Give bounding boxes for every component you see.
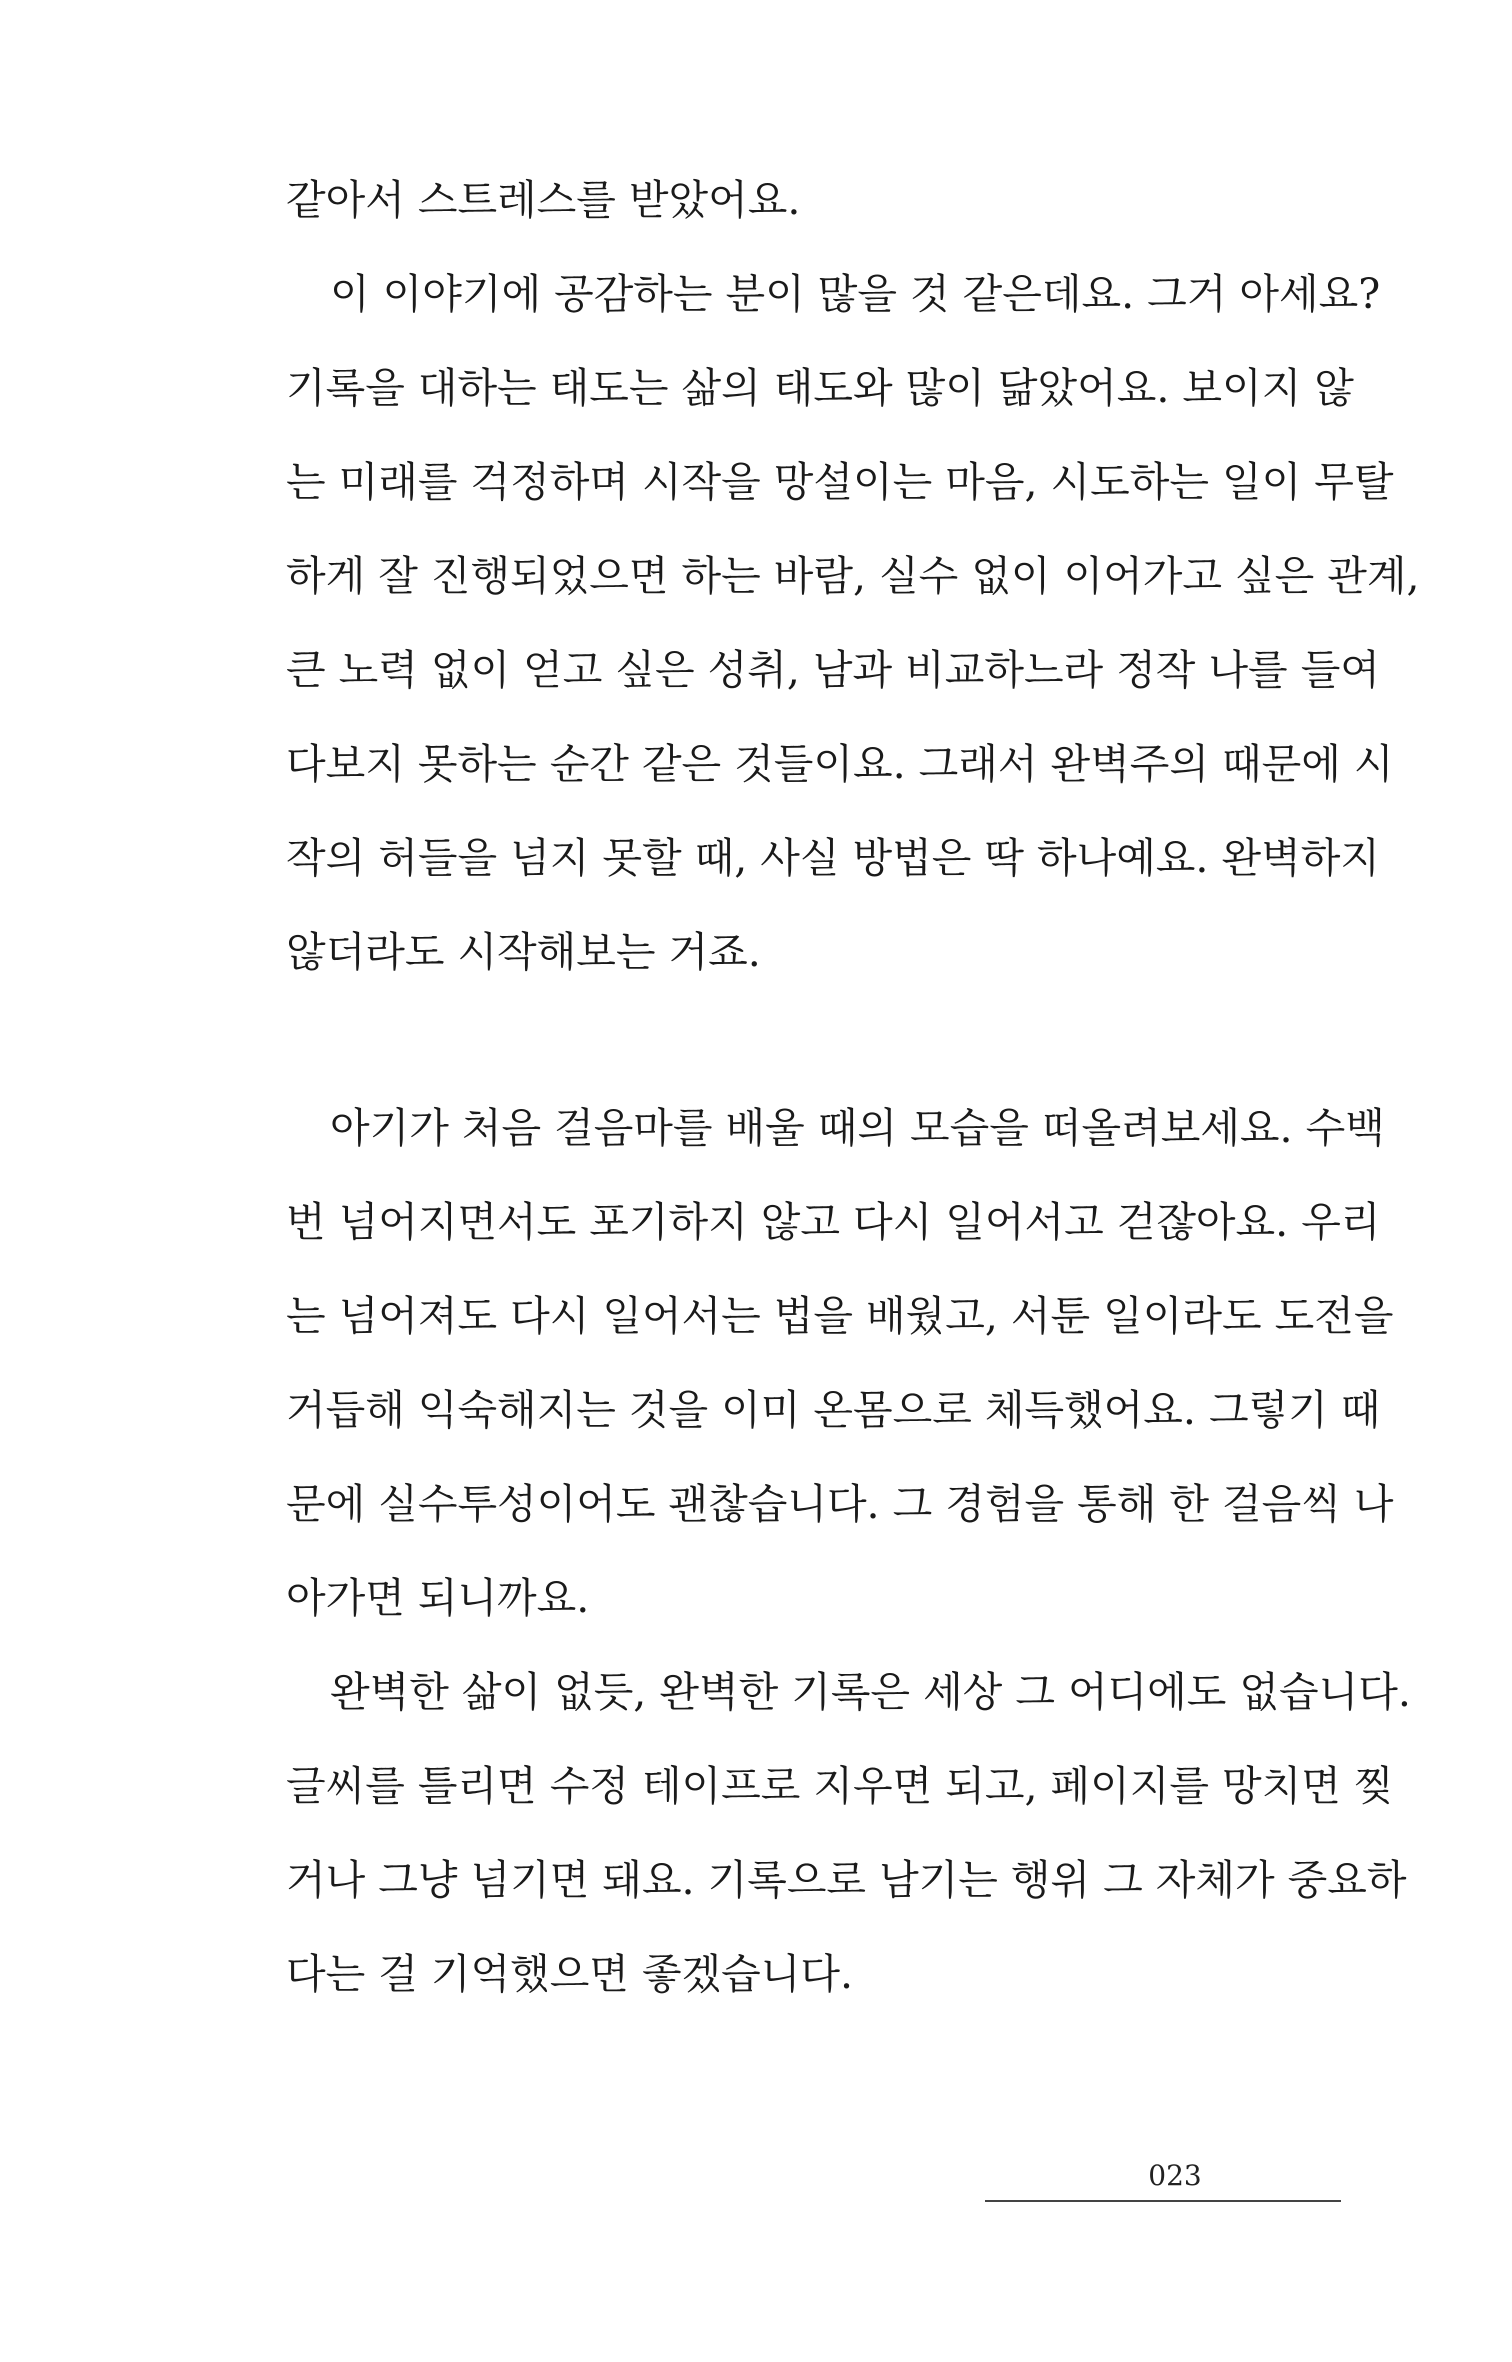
paragraph-3-line-5: 문에 실수투성이어도 괜찮습니다. 그 경험을 통해 한 걸음씩 나 <box>286 1480 1394 1528</box>
paragraph-2-line-7: 작의 허들을 넘지 못할 때, 사실 방법은 딱 하나예요. 완벽하지 <box>286 834 1380 882</box>
paragraph-3-line-1: 아기가 처음 걸음마를 배울 때의 모습을 떠올려보세요. 수백 <box>330 1104 1385 1152</box>
paragraph-4-line-1: 완벽한 삶이 없듯, 완벽한 기록은 세상 그 어디에도 없습니다. <box>330 1668 1411 1716</box>
paragraph-4-line-2: 글씨를 틀리면 수정 테이프로 지우면 되고, 페이지를 망치면 찢 <box>286 1762 1394 1810</box>
paragraph-3-line-2: 번 넘어지면서도 포기하지 않고 다시 일어서고 걷잖아요. 우리 <box>286 1198 1381 1246</box>
paragraph-1-line-1: 같아서 스트레스를 받았어요. <box>286 176 801 224</box>
paragraph-2-line-4: 하게 잘 진행되었으면 하는 바람, 실수 없이 이어가고 싶은 관계, <box>286 552 1420 600</box>
paragraph-2-line-2: 기록을 대하는 태도는 삶의 태도와 많이 닮았어요. 보이지 않 <box>286 364 1354 412</box>
paragraph-3-line-6: 아가면 되니까요. <box>286 1574 590 1622</box>
page-number: 023 <box>1148 2159 1202 2192</box>
paragraph-2-line-6: 다보지 못하는 순간 같은 것들이요. 그래서 완벽주의 때문에 시 <box>286 740 1394 788</box>
paragraph-2-line-5: 큰 노력 없이 얻고 싶은 성취, 남과 비교하느라 정작 나를 들여 <box>286 646 1380 694</box>
paragraph-2-line-1: 이 이야기에 공감하는 분이 많을 것 같은데요. 그거 아세요? <box>330 270 1381 318</box>
paragraph-3-line-4: 거듭해 익숙해지는 것을 이미 온몸으로 체득했어요. 그렇기 때 <box>286 1386 1381 1434</box>
paragraph-2-line-3: 는 미래를 걱정하며 시작을 망설이는 마음, 시도하는 일이 무탈 <box>286 458 1394 506</box>
paragraph-2-line-8: 않더라도 시작해보는 거죠. <box>286 928 761 976</box>
footer-rule <box>985 2200 1341 2202</box>
paragraph-4-line-3: 거나 그냥 넘기면 돼요. 기록으로 남기는 행위 그 자체가 중요하 <box>286 1856 1407 1904</box>
paragraph-4-line-4: 다는 걸 기억했으면 좋겠습니다. <box>286 1950 854 1998</box>
paragraph-3-line-3: 는 넘어져도 다시 일어서는 법을 배웠고, 서툰 일이라도 도전을 <box>286 1292 1394 1340</box>
